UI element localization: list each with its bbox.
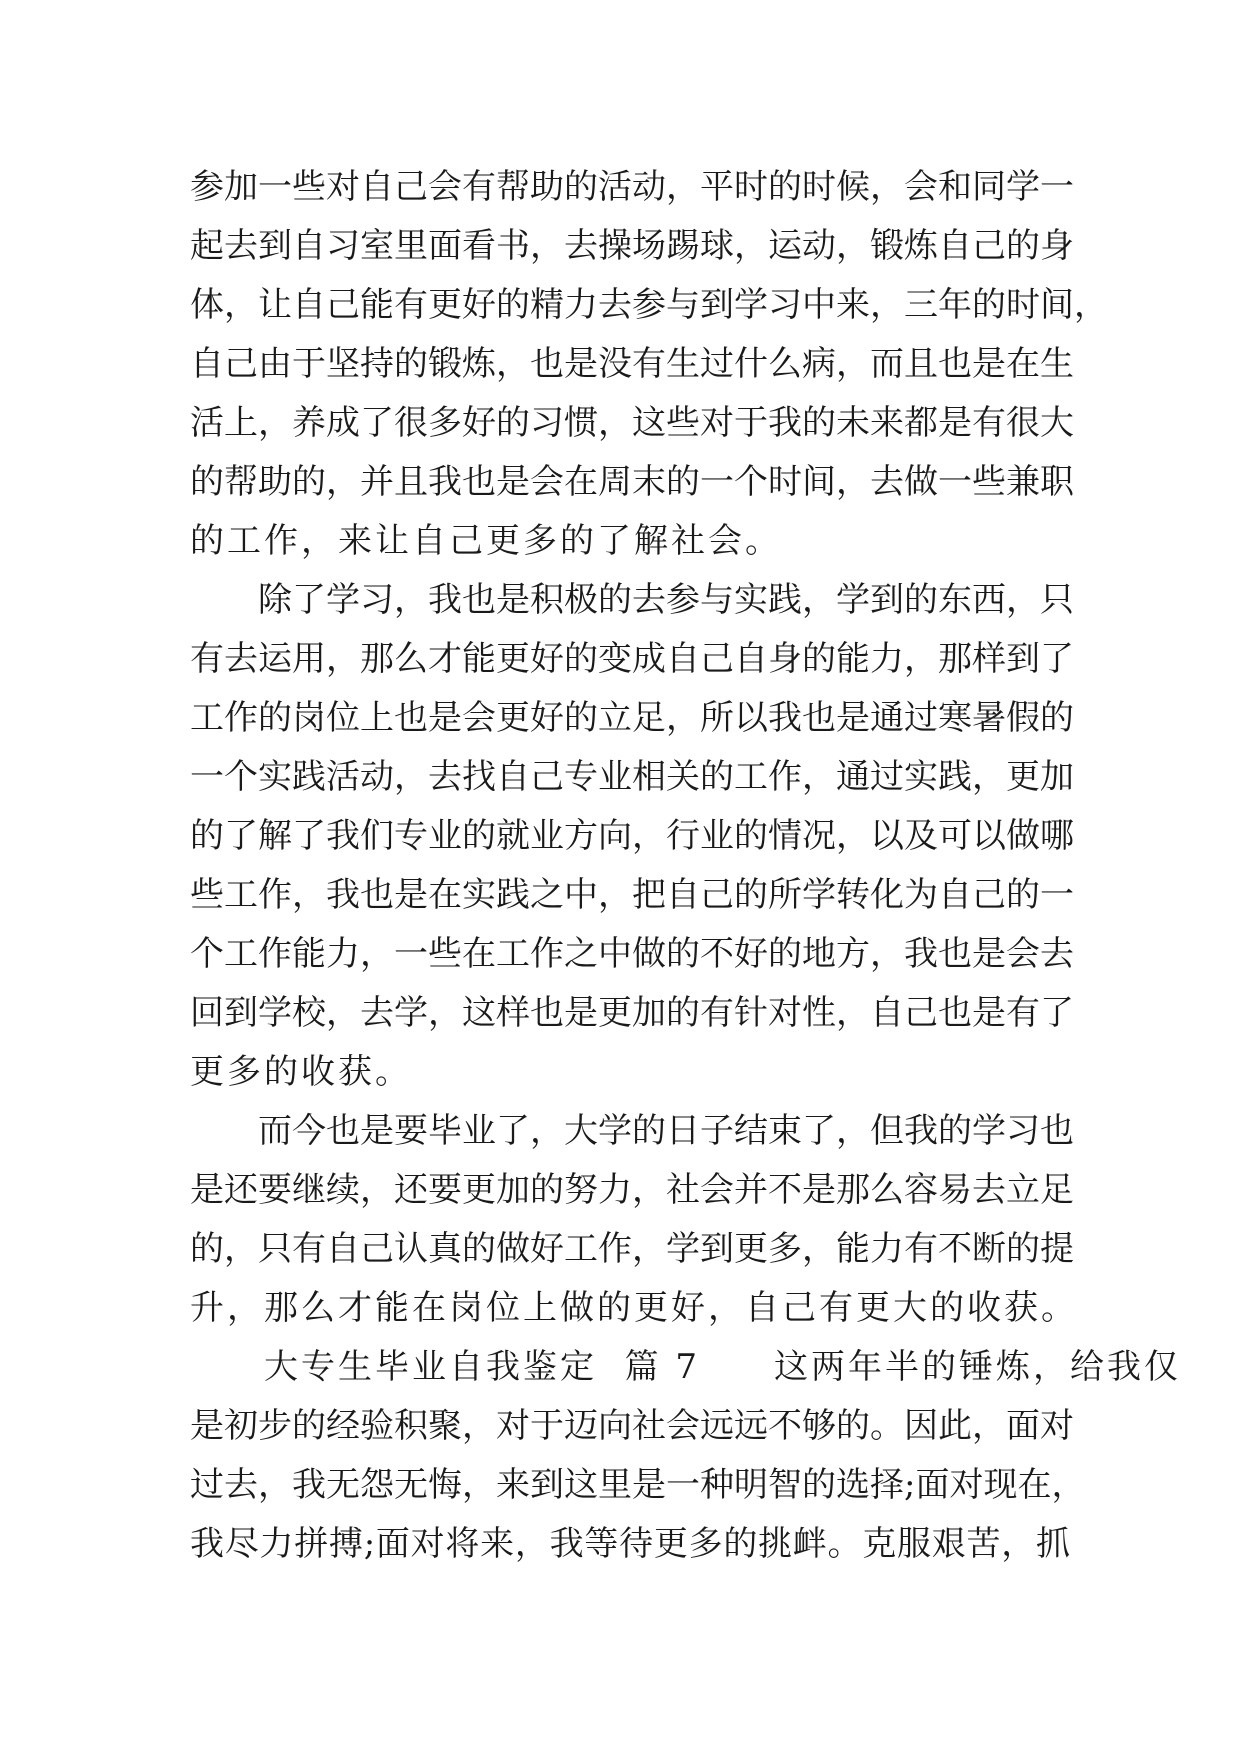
- body-text: [190, 158, 1182, 1574]
- text-line: 的了解了我们专业的就业方向，行业的情况，以及可以做哪: [190, 816, 1074, 856]
- text-line: 过去，我无怨无悔，来到这里是一种明智的选择;面对现在，: [190, 1465, 1086, 1505]
- text-line: 些工作，我也是在实践之中，把自己的所学转化为自己的一: [190, 875, 1074, 915]
- text-line: 个工作能力，一些在工作之中做的不好的地方，我也是会去: [190, 934, 1074, 974]
- text-line: 升，那么才能在岗位上做的更好，自己有更大的收获。: [190, 1288, 1078, 1328]
- text-line: 大专生毕业自我鉴定 篇 7 这两年半的锤炼，给我仅: [190, 1347, 1182, 1387]
- text-line: 是还要继续，还要更加的努力，社会并不是那么容易去立足: [190, 1170, 1074, 1210]
- text-line: 的工作，来让自己更多的了解社会。: [190, 521, 782, 561]
- text-line: 我尽力拼搏;面对将来，我等待更多的挑衅。克服艰苦，抓: [190, 1524, 1070, 1564]
- text-line: 回到学校，去学，这样也是更加的有针对性，自己也是有了: [190, 993, 1074, 1033]
- text-line: 一个实践活动，去找自己专业相关的工作，通过实践，更加: [190, 757, 1074, 797]
- text-line: 参加一些对自己会有帮助的活动，平时的时候，会和同学一: [190, 167, 1074, 207]
- text-line: 有去运用，那么才能更好的变成自己自身的能力，那样到了: [190, 639, 1074, 679]
- text-line: 除了学习，我也是积极的去参与实践，学到的东西，只: [190, 580, 1074, 620]
- text-line: 活上，养成了很多好的习惯，这些对于我的未来都是有很大: [190, 403, 1074, 443]
- text-line: 更多的收获。: [190, 1052, 412, 1092]
- text-line: 自己由于坚持的锻炼，也是没有生过什么病，而且也是在生: [190, 344, 1074, 384]
- text-line: 而今也是要毕业了，大学的日子结束了，但我的学习也: [190, 1111, 1074, 1151]
- text-line: 的，只有自己认真的做好工作，学到更多，能力有不断的提: [190, 1229, 1074, 1269]
- text-line: 工作的岗位上也是会更好的立足，所以我也是通过寒暑假的: [190, 698, 1074, 738]
- text-line: 起去到自习室里面看书，去操场踢球，运动，锻炼自己的身: [190, 226, 1074, 266]
- text-line: 体，让自己能有更好的精力去参与到学习中来，三年的时间，: [190, 285, 1108, 325]
- text-line: 是初步的经验积聚，对于迈向社会远远不够的。因此，面对: [190, 1406, 1074, 1446]
- text-line: 的帮助的，并且我也是会在周末的一个时间，去做一些兼职: [190, 462, 1074, 502]
